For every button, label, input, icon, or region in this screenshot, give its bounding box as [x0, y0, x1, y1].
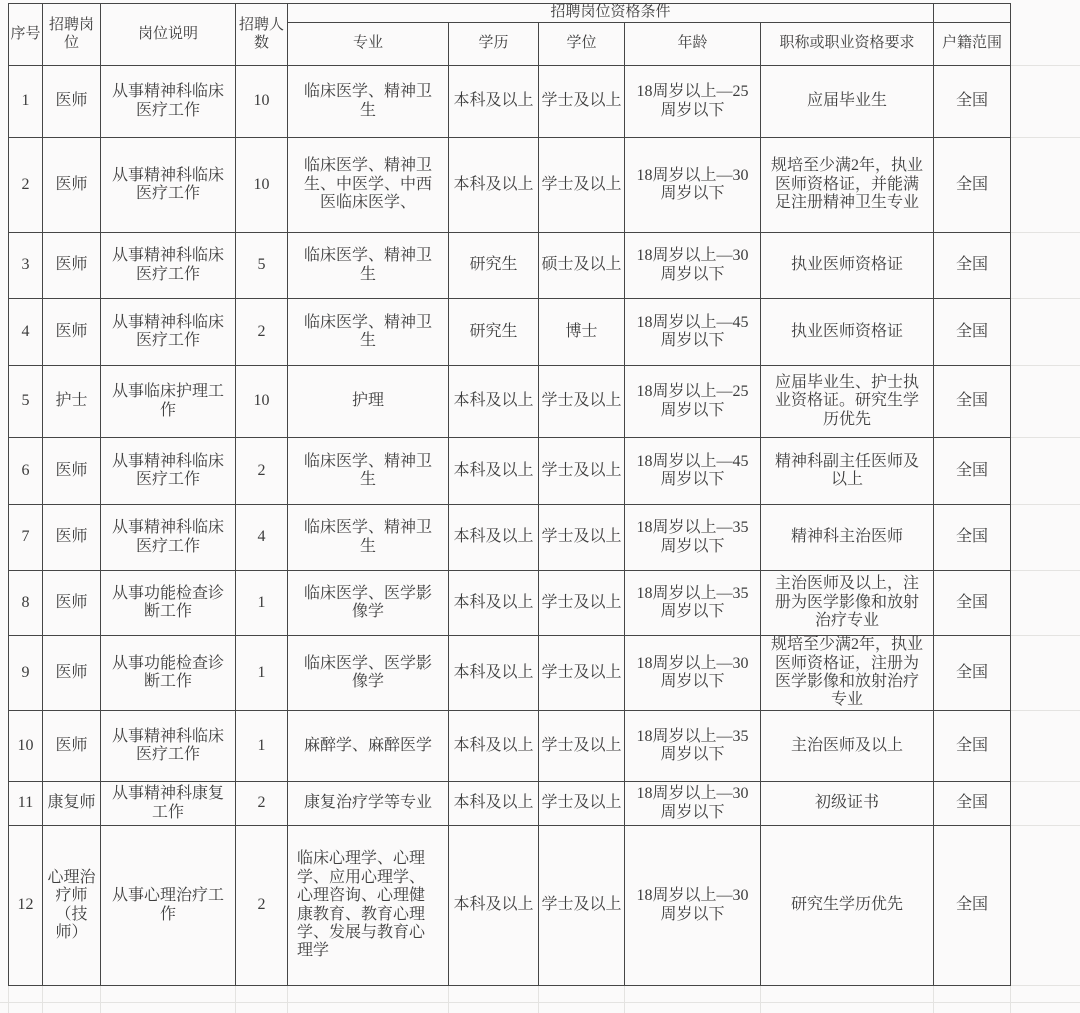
gridline: [933, 985, 934, 1013]
cell-age: 18周岁以上—35周岁以下: [625, 571, 761, 636]
cell-degree: 学士及以上: [539, 782, 625, 826]
cell-education: 本科及以上: [449, 711, 539, 782]
cell-count: 1: [236, 571, 288, 636]
col-header-region: 户籍范围: [934, 23, 1011, 66]
table-row: [9, 571, 1011, 636]
cell-index: 11: [9, 782, 43, 826]
cell-major: 临床医学、医学影像学: [288, 571, 449, 636]
table-row: [9, 438, 1011, 505]
cell-count: 4: [236, 505, 288, 571]
col-header-index: 序号: [9, 4, 43, 66]
gridline: [1010, 365, 1080, 366]
cell-position: 康复师: [43, 782, 101, 826]
table-row: [9, 782, 1011, 826]
cell-index: 2: [9, 138, 43, 233]
cell-position: 医师: [43, 636, 101, 711]
table-row: [9, 299, 1011, 366]
cell-major: 康复治疗学等专业: [288, 782, 449, 826]
gridline: [1010, 437, 1080, 438]
cell-age: 18周岁以上—35周岁以下: [625, 505, 761, 571]
cell-education: 本科及以上: [449, 571, 539, 636]
cell-index: 10: [9, 711, 43, 782]
cell-requirement: 初级证书: [761, 782, 934, 826]
cell-degree: 学士及以上: [539, 826, 625, 986]
cell-education: 本科及以上: [449, 505, 539, 571]
cell-requirement: 应届毕业生: [761, 66, 934, 138]
cell-description: 从事临床护理工作: [101, 366, 236, 438]
cell-major: 临床医学、精神卫生: [288, 233, 449, 299]
cell-position: 护士: [43, 366, 101, 438]
cell-requirement: 执业医师资格证: [761, 299, 934, 366]
table-row: [9, 711, 1011, 782]
cell-major: 临床医学、精神卫生、中医学、中西医临床医学、: [288, 138, 449, 233]
cell-degree: 学士及以上: [539, 438, 625, 505]
table-row: [9, 505, 1011, 571]
cell-description: 从事精神科临床医疗工作: [101, 299, 236, 366]
table-row: [9, 138, 1011, 233]
cell-education: 研究生: [449, 299, 539, 366]
cell-count: 10: [236, 366, 288, 438]
gridline: [42, 985, 43, 1013]
cell-region: 全国: [934, 636, 1011, 711]
cell-region: 全国: [934, 711, 1011, 782]
cell-count: 2: [236, 299, 288, 366]
gridline: [760, 985, 761, 1013]
cell-requirement: 主治医师及以上，注册为医学影像和放射治疗专业: [761, 571, 934, 636]
cell-count: 10: [236, 138, 288, 233]
cell-education: 本科及以上: [449, 438, 539, 505]
gridline: [100, 985, 101, 1013]
cell-description: 从事心理治疗工作: [101, 826, 236, 986]
cell-requirement: 执业医师资格证: [761, 233, 934, 299]
cell-age: 18周岁以上—25周岁以下: [625, 66, 761, 138]
gridline: [1010, 710, 1080, 711]
cell-age: 18周岁以上—45周岁以下: [625, 438, 761, 505]
col-header-region-spacer: [934, 4, 1011, 23]
gridline: [287, 985, 288, 1013]
cell-index: 5: [9, 366, 43, 438]
cell-count: 1: [236, 636, 288, 711]
cell-requirement: 精神科主治医师: [761, 505, 934, 571]
cell-position: 医师: [43, 138, 101, 233]
gridline: [1010, 137, 1080, 138]
cell-education: 本科及以上: [449, 636, 539, 711]
gridline: [8, 985, 9, 1013]
cell-index: 7: [9, 505, 43, 571]
cell-major: 临床医学、医学影像学: [288, 636, 449, 711]
cell-region: 全国: [934, 233, 1011, 299]
cell-count: 10: [236, 66, 288, 138]
cell-degree: 学士及以上: [539, 711, 625, 782]
cell-description: 从事功能检查诊断工作: [101, 571, 236, 636]
cell-description: 从事精神科康复工作: [101, 782, 236, 826]
cell-region: 全国: [934, 138, 1011, 233]
cell-count: 2: [236, 438, 288, 505]
cell-description: 从事精神科临床医疗工作: [101, 711, 236, 782]
gridline: [624, 985, 625, 1013]
cell-index: 6: [9, 438, 43, 505]
cell-education: 本科及以上: [449, 782, 539, 826]
cell-age: 18周岁以上—45周岁以下: [625, 299, 761, 366]
col-header-description: 岗位说明: [101, 4, 236, 66]
cell-age: 18周岁以上—30周岁以下: [625, 782, 761, 826]
cell-description: 从事精神科临床医疗工作: [101, 438, 236, 505]
cell-position: 医师: [43, 711, 101, 782]
cell-major: 临床医学、精神卫生: [288, 505, 449, 571]
col-header-qualifications-group: 招聘岗位资格条件: [288, 4, 934, 23]
col-header-position: 招聘岗位: [43, 4, 101, 66]
cell-index: 8: [9, 571, 43, 636]
cell-position: 医师: [43, 505, 101, 571]
cell-degree: 学士及以上: [539, 505, 625, 571]
cell-region: 全国: [934, 782, 1011, 826]
col-header-age: 年龄: [625, 23, 761, 66]
table-row: [9, 366, 1011, 438]
gridline: [1010, 232, 1080, 233]
gridline: [1010, 781, 1080, 782]
cell-description: 从事精神科临床医疗工作: [101, 66, 236, 138]
cell-count: 5: [236, 233, 288, 299]
cell-major: 临床医学、精神卫生: [288, 66, 449, 138]
col-header-major: 专业: [288, 23, 449, 66]
table-row: [9, 66, 1011, 138]
cell-major: 临床医学、精神卫生: [288, 299, 449, 366]
cell-education: 研究生: [449, 233, 539, 299]
gridline: [1010, 635, 1080, 636]
cell-education: 本科及以上: [449, 366, 539, 438]
cell-degree: 学士及以上: [539, 138, 625, 233]
gridline: [235, 985, 236, 1013]
cell-requirement: 主治医师及以上: [761, 711, 934, 782]
cell-age: 18周岁以上—30周岁以下: [625, 636, 761, 711]
col-header-count: 招聘人数: [236, 4, 288, 66]
table-row: [9, 233, 1011, 299]
gridline: [1010, 65, 1080, 66]
cell-age: 18周岁以上—30周岁以下: [625, 233, 761, 299]
gridline: [1010, 985, 1080, 986]
gridline: [1010, 825, 1080, 826]
cell-count: 2: [236, 826, 288, 986]
cell-major: 临床医学、精神卫生: [288, 438, 449, 505]
cell-position: 医师: [43, 571, 101, 636]
cell-region: 全国: [934, 571, 1011, 636]
cell-count: 1: [236, 711, 288, 782]
cell-index: 9: [9, 636, 43, 711]
cell-degree: 硕士及以上: [539, 233, 625, 299]
cell-index: 12: [9, 826, 43, 986]
cell-requirement: 规培至少满2年，执业医师资格证，并能满足注册精神卫生专业: [761, 138, 934, 233]
cell-age: 18周岁以上—35周岁以下: [625, 711, 761, 782]
cell-position: 医师: [43, 299, 101, 366]
cell-description: 从事精神科临床医疗工作: [101, 138, 236, 233]
cell-age: 18周岁以上—30周岁以下: [625, 138, 761, 233]
gridline: [1010, 985, 1011, 1013]
recruitment-table: [8, 3, 1011, 986]
cell-position: 医师: [43, 233, 101, 299]
cell-region: 全国: [934, 299, 1011, 366]
cell-description: 从事功能检查诊断工作: [101, 636, 236, 711]
cell-position: 医师: [43, 438, 101, 505]
table-row: [9, 636, 1011, 711]
gridline: [1010, 298, 1080, 299]
col-header-requirement: 职称或职业资格要求: [761, 23, 934, 66]
gridline: [0, 1002, 1080, 1003]
cell-degree: 学士及以上: [539, 571, 625, 636]
gridline: [448, 985, 449, 1013]
table-row: [9, 826, 1011, 986]
gridline: [1010, 504, 1080, 505]
cell-age: 18周岁以上—25周岁以下: [625, 366, 761, 438]
cell-region: 全国: [934, 66, 1011, 138]
cell-index: 4: [9, 299, 43, 366]
col-header-education: 学历: [449, 23, 539, 66]
cell-major: 临床心理学、心理学、应用心理学、心理咨询、心理健康教育、教育心理学、发展与教育心理学: [288, 826, 449, 986]
cell-education: 本科及以上: [449, 826, 539, 986]
cell-index: 3: [9, 233, 43, 299]
cell-region: 全国: [934, 505, 1011, 571]
cell-requirement: 研究生学历优先: [761, 826, 934, 986]
cell-degree: 学士及以上: [539, 66, 625, 138]
gridline: [1010, 570, 1080, 571]
cell-region: 全国: [934, 438, 1011, 505]
cell-degree: 学士及以上: [539, 366, 625, 438]
cell-degree: 博士: [539, 299, 625, 366]
cell-requirement: 精神科副主任医师及以上: [761, 438, 934, 505]
cell-major: 护理: [288, 366, 449, 438]
cell-region: 全国: [934, 366, 1011, 438]
col-header-degree: 学位: [539, 23, 625, 66]
cell-degree: 学士及以上: [539, 636, 625, 711]
cell-description: 从事精神科临床医疗工作: [101, 505, 236, 571]
cell-description: 从事精神科临床医疗工作: [101, 233, 236, 299]
cell-count: 2: [236, 782, 288, 826]
cell-major: 麻醉学、麻醉医学: [288, 711, 449, 782]
cell-education: 本科及以上: [449, 138, 539, 233]
cell-requirement: 规培至少满2年，执业医师资格证，注册为医学影像和放射治疗专业: [761, 636, 934, 711]
cell-region: 全国: [934, 826, 1011, 986]
cell-position: 医师: [43, 66, 101, 138]
cell-index: 1: [9, 66, 43, 138]
cell-requirement: 应届毕业生、护士执业资格证。研究生学历优先: [761, 366, 934, 438]
gridline: [538, 985, 539, 1013]
cell-age: 18周岁以上—30周岁以下: [625, 826, 761, 986]
cell-education: 本科及以上: [449, 66, 539, 138]
cell-position: 心理治疗师（技师）: [43, 826, 101, 986]
